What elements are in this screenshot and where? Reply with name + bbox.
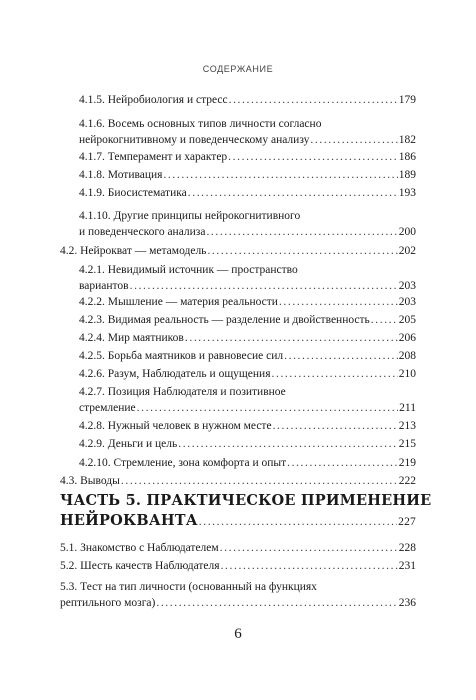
toc-entry bbox=[79, 149, 416, 165]
entry-page: 222 bbox=[398, 475, 416, 487]
toc-section-entry bbox=[60, 540, 416, 556]
entry-title: 4.2.3. Видимая реальность — разделение и двойственность bbox=[79, 314, 370, 326]
dot-leader bbox=[221, 558, 398, 574]
entry-page: 208 bbox=[398, 350, 416, 362]
entry-page: 231 bbox=[398, 560, 416, 572]
toc-section-entry bbox=[60, 473, 416, 489]
dot-leader bbox=[207, 243, 397, 259]
toc-entry bbox=[79, 455, 416, 471]
dot-leader bbox=[137, 400, 399, 416]
entry-title: 5.1. Знакомство с Наблюдателем bbox=[60, 542, 219, 554]
dot-leader bbox=[188, 185, 398, 201]
entry-page: 211 bbox=[399, 402, 416, 414]
dot-leader bbox=[284, 348, 398, 364]
entry-page: 213 bbox=[398, 420, 416, 432]
entry-title: 4.2.6. Разум, Наблюдатель и ощущения bbox=[79, 368, 271, 380]
toc-section-entry bbox=[60, 558, 416, 574]
running-header: СОДЕРЖАНИЕ bbox=[202, 64, 274, 74]
entry-title: 4.1.6. Восемь основных типов личности согласно bbox=[79, 118, 322, 130]
entry-title: 4.1.5. Нейробиология и стресс bbox=[79, 94, 228, 106]
dot-leader bbox=[206, 224, 397, 240]
toc-entry bbox=[79, 330, 416, 346]
dot-leader bbox=[220, 540, 398, 556]
toc-entry bbox=[79, 418, 416, 434]
entry-page: 228 bbox=[398, 542, 416, 554]
entry-title: 5.2. Шесть качеств Наблюдателя bbox=[60, 560, 220, 572]
entry-page: 219 bbox=[398, 457, 416, 469]
entry-title: 4.2.10. Стремление, зона комфорта и опыт bbox=[79, 457, 287, 469]
entry-page: 203 bbox=[398, 296, 416, 308]
dot-leader bbox=[273, 418, 398, 434]
part-page: 227 bbox=[398, 516, 416, 528]
entry-title: 4.3. Выводы bbox=[60, 475, 120, 487]
dot-leader bbox=[272, 366, 398, 382]
part-title-cont: НЕЙРОКВАНТА bbox=[60, 512, 198, 529]
entry-page: 236 bbox=[398, 597, 416, 609]
entry-title: 4.2.7. Позиция Наблюдателя и позитивное bbox=[79, 386, 286, 398]
dot-leader bbox=[156, 595, 397, 611]
entry-page: 200 bbox=[398, 226, 416, 238]
entry-title: 4.1.9. Биосистематика bbox=[79, 187, 187, 199]
toc-entry bbox=[79, 92, 416, 108]
toc-entry bbox=[79, 384, 416, 416]
entry-title: 4.2.9. Деньги и цель bbox=[79, 438, 178, 450]
dot-leader bbox=[178, 436, 397, 452]
toc-entry bbox=[79, 167, 416, 183]
entry-title: 4.2.1. Невидимый источник — пространство bbox=[79, 264, 298, 276]
toc-entry bbox=[79, 366, 416, 382]
page-number: 6 bbox=[234, 626, 242, 642]
toc-entry bbox=[79, 294, 416, 310]
entry-title: 4.2. Нейрокват — метамодель bbox=[60, 245, 207, 257]
entry-page: 179 bbox=[398, 94, 416, 106]
entry-page: 189 bbox=[398, 169, 416, 181]
entry-page: 202 bbox=[398, 245, 416, 257]
toc-entry bbox=[79, 312, 416, 328]
entry-page: 186 bbox=[398, 151, 416, 163]
entry-title: 4.2.4. Мир маятников bbox=[79, 332, 184, 344]
entry-title: 4.2.8. Нужный человек в нужном месте bbox=[79, 420, 272, 432]
toc-entry bbox=[79, 208, 416, 240]
toc-entry bbox=[79, 185, 416, 201]
entry-title: 4.1.10. Другие принципы нейрокогнитивного bbox=[79, 210, 301, 222]
entry-page: 205 bbox=[398, 314, 416, 326]
toc-entry bbox=[79, 436, 416, 452]
entry-title: 4.2.5. Борьба маятников и равновесие сил bbox=[79, 350, 284, 362]
dot-leader bbox=[130, 278, 398, 294]
part-title: ЧАСТЬ 5. ПРАКТИЧЕСКОЕ ПРИМЕНЕНИЕ bbox=[60, 492, 432, 509]
entry-title: 4.2.2. Мышление — материя реальности bbox=[79, 296, 278, 308]
entry-page: 182 bbox=[398, 134, 416, 146]
toc-entry bbox=[79, 262, 416, 294]
toc-section-entry bbox=[60, 579, 416, 611]
entry-title-cont: и поведенческого анализа bbox=[79, 226, 206, 238]
entry-title: 5.3. Тест на тип личности (основанный на функциях bbox=[60, 581, 317, 593]
toc-part-heading bbox=[60, 491, 432, 532]
dot-leader bbox=[185, 330, 398, 346]
dot-leader bbox=[287, 455, 398, 471]
toc-entry bbox=[79, 116, 416, 148]
dot-leader bbox=[121, 473, 398, 489]
dot-leader bbox=[163, 167, 397, 183]
toc-section-entry bbox=[60, 243, 416, 259]
dot-leader bbox=[279, 294, 398, 310]
entry-title: 4.1.8. Мотивация bbox=[79, 169, 163, 181]
entry-page: 215 bbox=[398, 438, 416, 450]
entry-page: 206 bbox=[398, 332, 416, 344]
entry-title-cont: стремление bbox=[79, 402, 136, 414]
entry-title-cont: рептильного мозга) bbox=[60, 597, 156, 609]
entry-title: 4.1.7. Темперамент и характер bbox=[79, 151, 228, 163]
dot-leader bbox=[371, 312, 398, 328]
dot-leader bbox=[229, 92, 398, 108]
dot-leader bbox=[310, 132, 397, 148]
dot-leader bbox=[228, 149, 398, 165]
entry-page: 203 bbox=[398, 280, 416, 292]
entry-title-cont: вариантов bbox=[79, 280, 129, 292]
entry-page: 193 bbox=[398, 187, 416, 199]
dot-leader bbox=[199, 512, 397, 532]
entry-page: 210 bbox=[398, 368, 416, 380]
toc-entry bbox=[79, 348, 416, 364]
entry-title-cont: нейрокогнитивному и поведенческому анализу bbox=[79, 134, 310, 146]
